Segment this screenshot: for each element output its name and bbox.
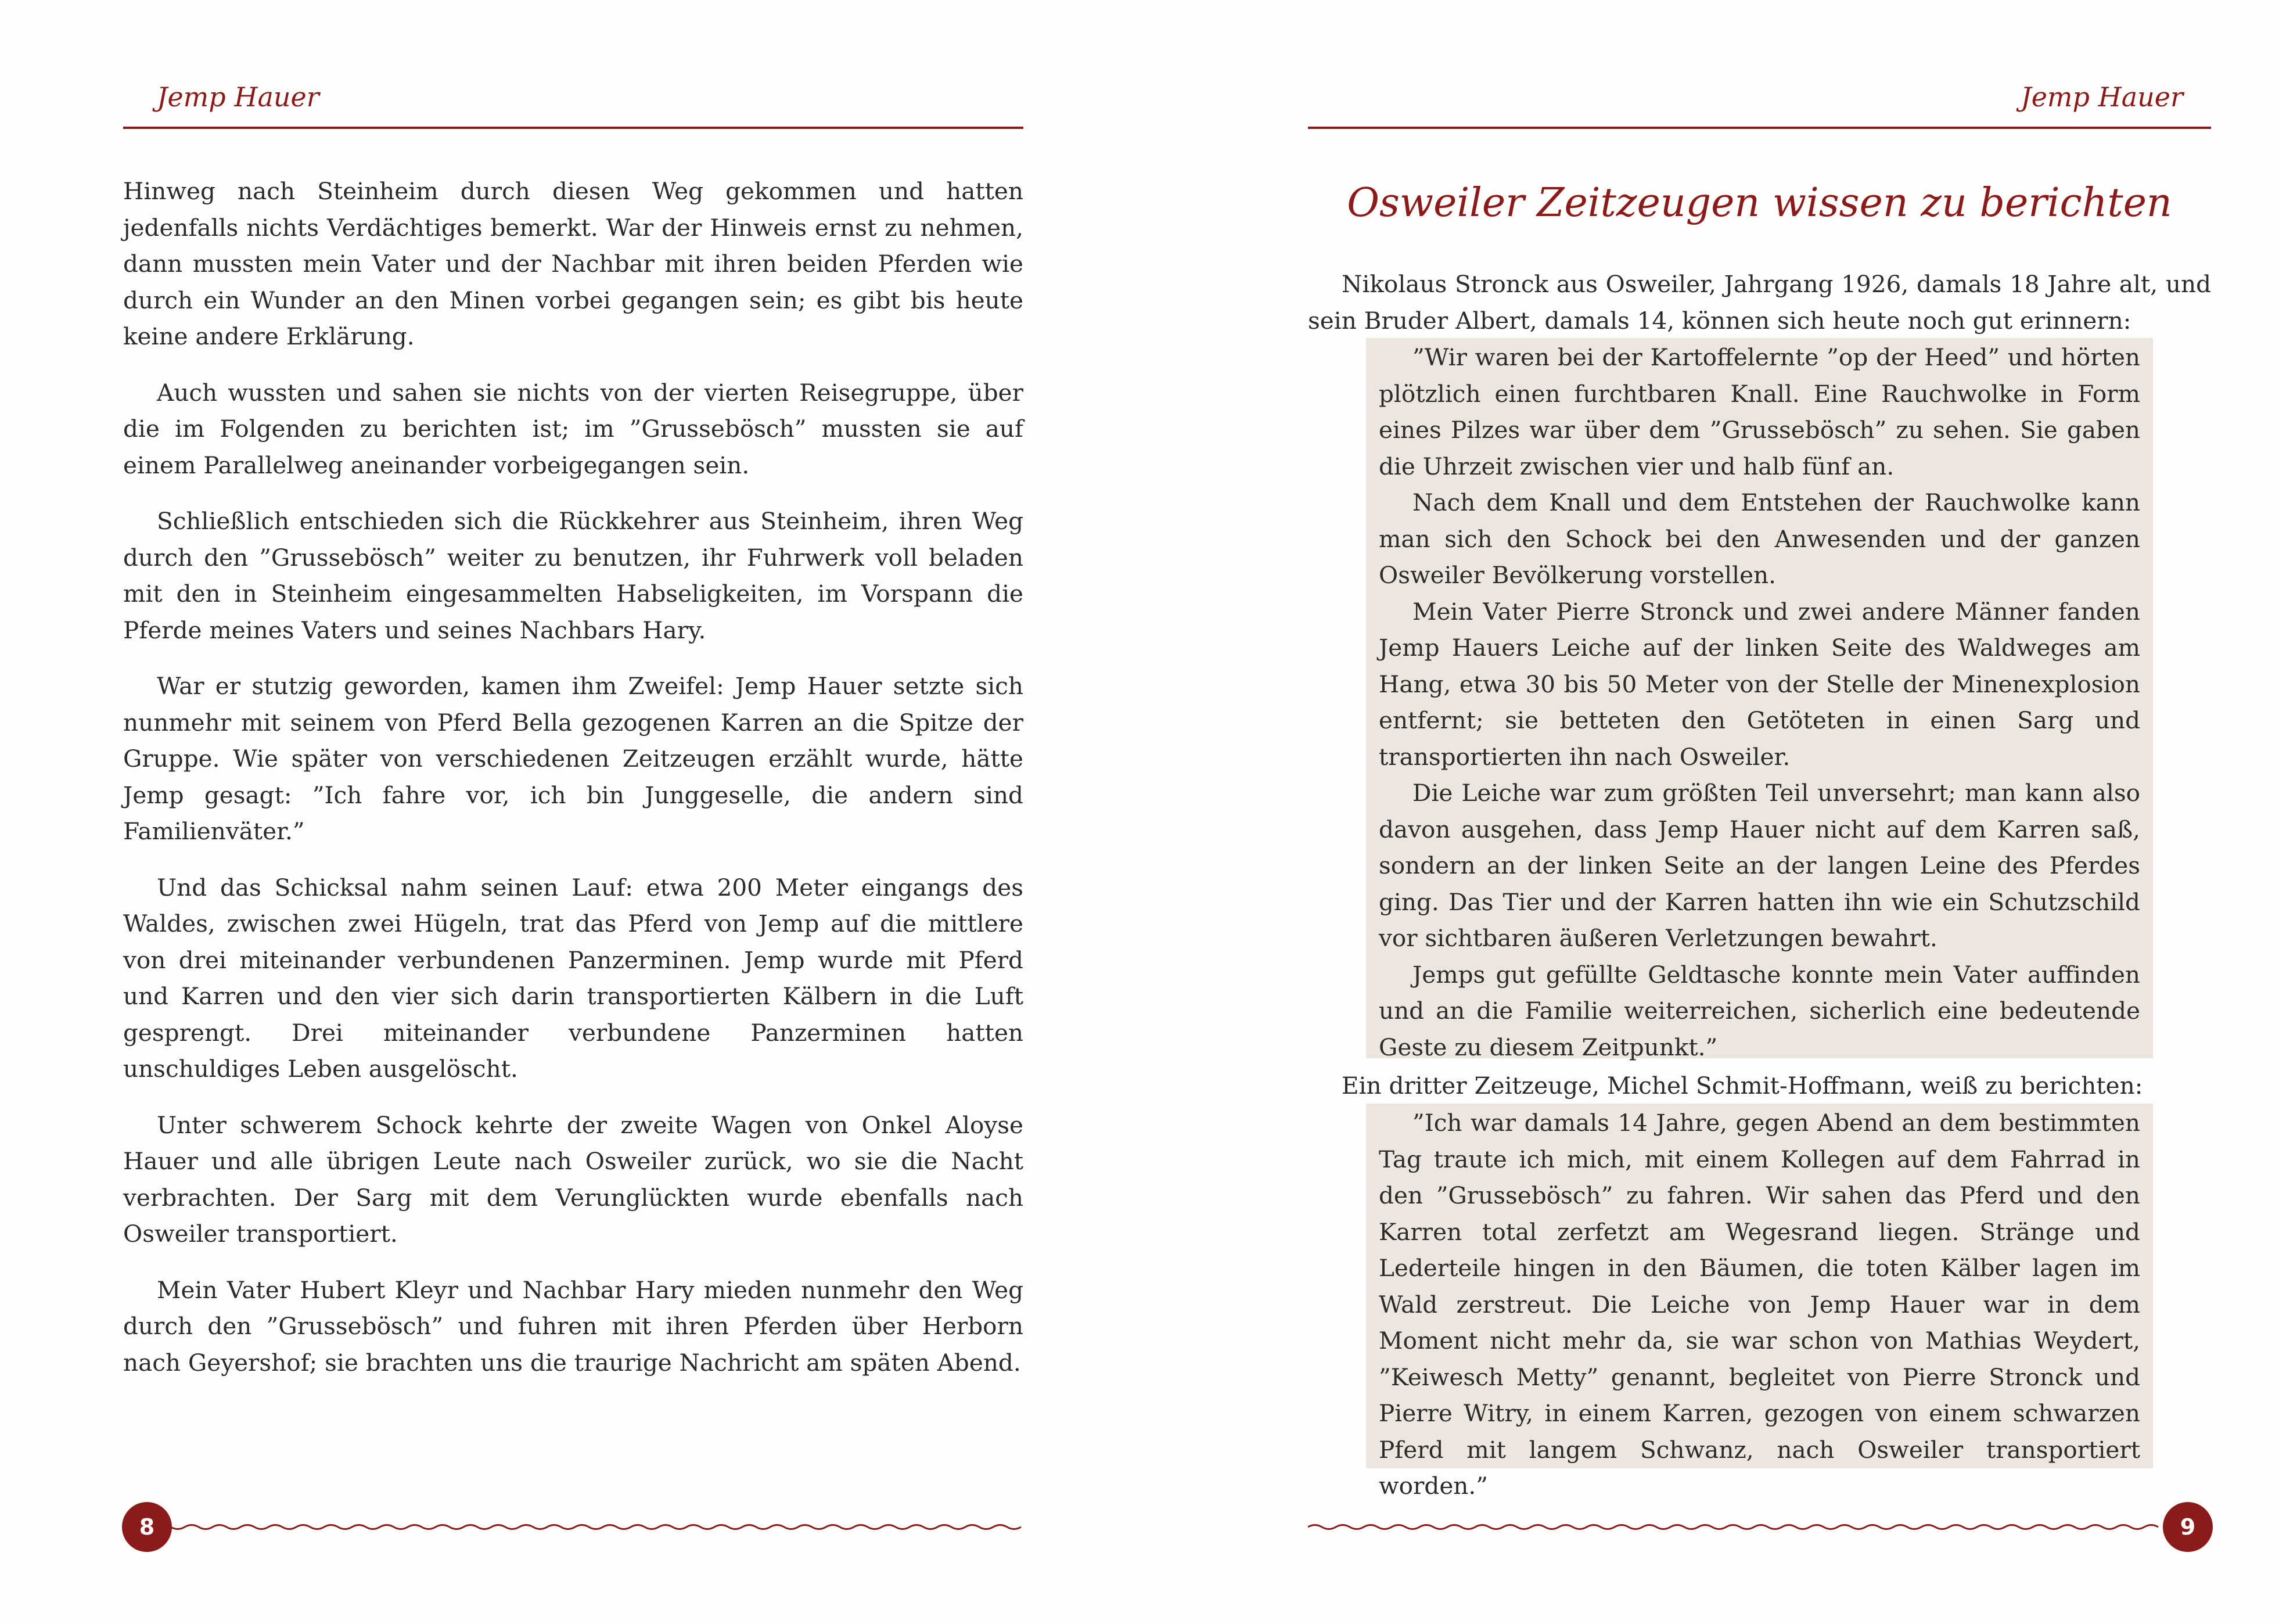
intro-paragraph (1308, 266, 2211, 339)
quote-paragraph: ”Ich war damals 14 Jahre, gegen Abend an dem bestimmten Tag traute ich mich, mit einem Kollegen auf dem Fahrrad in den ”Grussebösch” zu fahren. Wir sahen das Pferd und den Karren total zerfetzt am Wegesrand liegen. Stränge und Lederteile hingen in den Bäumen, die toten Kälber lagen im Wald zerstreut. Die Leiche von Jemp Hauer war in dem Moment nicht mehr da, sie war schon von Mathias Weydert, ”Keiwesch Metty” genannt, begleitet von Pierre Stronck und Pierre Witry, in einem Karren, gezogen von einem schwarzen Pferd mit langem Schwanz, nach Osweiler transportiert worden.” (1379, 1109, 2140, 1500)
footer-ornament (157, 1523, 1022, 1531)
header-rule (123, 127, 1023, 129)
paragraph: War er stutzig geworden, kamen ihm Zweifel: Jemp Hauer setzte sich nunmehr mit seinem von Pferd Bella gezogenen Karren an die Spitze der Gruppe. Wie später von verschiedenen Zeitzeugen erzählt wurde, hätte Jemp gesagt: ”Ich fahre vor, ich bin Junggeselle, die andern sind Familienväter.” (123, 672, 1023, 845)
quote-paragraph: Die Leiche war zum größten Teil unversehrt; man kann also davon ausgehen, dass Jemp Hauer nicht auf dem Karren saß, sondern an der linken Seite an der langen Leine des Pferdes ging. Das Tier und der Karren hatten ihn wie ein Schutzschild vor sichtbaren äußeren Verletzungen bewahrt. (1379, 779, 2140, 952)
intro-text: Nikolaus Stronck aus Osweiler, Jahrgang 1926, damals 18 Jahre alt, und sein Bruder Albert, damals 14, können sich heute noch gut erinnern: (1308, 270, 2211, 335)
quote-box (1366, 338, 2153, 1061)
right-page (1140, 0, 2279, 1624)
paragraph: Unter schwerem Schock kehrte der zweite Wagen von Onkel Aloyse Hauer und alle übrigen Leute nach Osweiler zurück, wo sie die Nacht verbrachten. Der Sarg mit dem Verunglückten wurde ebenfalls nach Osweiler transportiert. (123, 1111, 1023, 1248)
header-rule (1308, 127, 2211, 129)
footer-ornament (1308, 1523, 2165, 1531)
running-head: Jemp Hauer (157, 81, 319, 113)
running-head: Jemp Hauer (2021, 81, 2183, 113)
section-title: Osweiler Zeitzeugen wissen zu berichten (1347, 180, 2172, 226)
paragraph: Hinweg nach Steinheim durch diesen Weg gekommen und hatten jedenfalls nichts Verdächtiges bemerkt. War der Hinweis ernst zu nehmen, dann mussten mein Vater und der Nachbar mit ihren beiden Pferden wie durch ein Wunder an den Minen vorbei gegangen sein; es gibt bis heute keine andere Erklärung. (123, 177, 1023, 350)
paragraph: Schließlich entschieden sich die Rückkehrer aus Steinheim, ihren Weg durch den ”Grussebösch” weiter zu benutzen, ihr Fuhrwerk voll beladen mit den in Steinheim eingesammelten Habseligkeiten, im Vorspann die Pferde meines Vaters und seines Nachbars Hary. (123, 507, 1023, 644)
intro-paragraph: Ein dritter Zeitzeuge, Michel Schmit-Hoffmann, weiß zu berichten: (1342, 1072, 2143, 1100)
page-number: 9 (2163, 1502, 2213, 1552)
paragraph: Mein Vater Hubert Kleyr und Nachbar Hary mieden nunmehr den Weg durch den ”Grussebösch” und fuhren mit ihren Pferden über Herborn nach Geyershof; sie brachten uns die traurige Nachricht am späten Abend. (123, 1276, 1023, 1377)
body-text (123, 173, 1023, 1400)
quote-paragraph: Nach dem Knall und dem Entstehen der Rauchwolke kann man sich den Schock bei den Anwesenden und der ganzen Osweiler Bevölkerung vorstellen. (1379, 488, 2140, 589)
quote-paragraph: ”Wir waren bei der Kartoffelernte ”op der Heed” und hörten plötzlich einen furchtbaren Knall. Eine Rauchwolke in Form eines Pilzes war über dem ”Grussebösch” zu sehen. Sie gaben die Uhrzeit zwischen vier und halb fünf an. (1379, 343, 2140, 480)
paragraph: Und das Schicksal nahm seinen Lauf: etwa 200 Meter eingangs des Waldes, zwischen zwei Hügeln, trat das Pferd von Jemp auf die mittlere von drei miteinander verbundenen Panzerminen. Jemp wurde mit Pferd und Karren und den vier sich darin transportierten Kälbern in die Luft gesprengt. Drei miteinander verbundene Panzerminen hatten unschuldiges Leben ausgelöscht. (123, 873, 1023, 1083)
quote-box (1366, 1104, 2153, 1500)
paragraph: Auch wussten und sahen sie nichts von der vierten Reisegruppe, über die im Folgenden zu berichten ist; im ”Grussebösch” mussten sie auf einem Parallelweg aneinander vorbeigegangen sein. (123, 378, 1023, 479)
quote-paragraph: Mein Vater Pierre Stronck und zwei andere Männer fanden Jemp Hauers Leiche auf der linken Seite des Waldweges am Hang, etwa 30 bis 50 Meter von der Stelle der Minenexplosion entfernt; sie betteten den Getöteten in einen Sarg und transportierten ihn nach Osweiler. (1379, 597, 2140, 771)
quote-paragraph: Jemps gut gefüllte Geldtasche konnte mein Vater auffinden und an die Familie weiterreichen, sicherlich eine bedeutende Geste zu diesem Zeitpunkt.” (1379, 960, 2140, 1061)
page-number: 8 (122, 1502, 172, 1552)
